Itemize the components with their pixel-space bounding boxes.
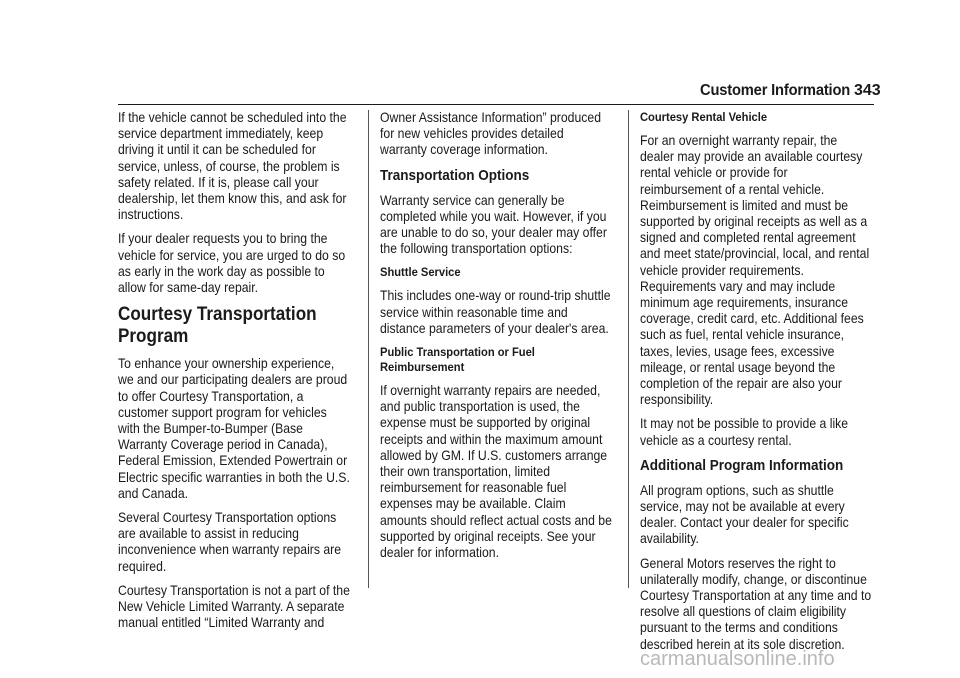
header-divider (118, 104, 874, 105)
paragraph: For an overnight warranty repair, the dealer may provide an available courtesy rental vehicle or provide for reimbursement of a rental vehicle. Reimbursement is limited and must be supported by original receipts as well as a signed and completed rental agreement and meet state/provincial, local, and rental vehicle provider requirements. Requirements vary and may include minimum age requirements, insurance coverage, credit card, etc. Additional fees such as fuel, rental vehicle insurance, taxes, levies, usage fees, excessive mileage, or rental usage beyond the completion of the repair are also your responsibility. (640, 133, 870, 408)
subsection-heading: Transportation Options (380, 166, 530, 184)
section-title: Customer Information (700, 82, 851, 99)
paragraph: Owner Assistance Information” produced for new vehicles provides detailed warranty coverage information. (380, 110, 602, 158)
paragraph: It may not be possible to provide a like vehicle as a courtesy rental. (640, 416, 849, 448)
paragraph: If overnight warranty repairs are needed, and public transportation is used, the expense must be supported by original receipts and within the maximum amount allowed by GM. If U.S. customers arrange their own transportation, limited reimbursement for reasonable fuel expenses may be available. Claim amounts should reflect actual costs and be supported by original receipts. See your dealer for information. (380, 383, 612, 561)
column-divider (628, 110, 629, 588)
paragraph: If the vehicle cannot be scheduled into the service department immediately, keep driving it until it can be scheduled for service, unless, of course, the problem is safety related. If it is, please call your dealership, let them know this, and ask for instructions. (118, 110, 347, 223)
paragraph: To enhance your ownership experience, we and our participating dealers are proud to offer Courtesy Transportation, a customer support program for vehicles with the Bumper-to-Bumper (Base Warranty Coverage period in Canada), Federal Emission, Extended Powertrain or Electric specific warranties in both the U.S. and Canada. (118, 356, 350, 501)
section-heading: Courtesy Transportation Program (118, 304, 317, 348)
watermark-text: carmanualsonline.info (640, 648, 835, 670)
column-3 (640, 110, 872, 661)
paragraph: Several Courtesy Transportation options are available to assist in reducing inconvenience when warranty repairs are required. (118, 510, 342, 574)
paragraph: This includes one-way or round-trip shuttle service within reasonable time and distance parameters of your dealer's area. (380, 288, 611, 336)
page-number: 343 (854, 82, 881, 99)
paragraph: Warranty service can generally be completed while you wait. However, if you are unable to do so, your dealer may offer the following transportation options: (380, 192, 607, 257)
paragraph: Courtesy Transportation is not a part of the New Vehicle Limited Warranty. A separate manual entitled “Limited Warranty and (118, 582, 350, 631)
paragraph: If your dealer requests you to bring the vehicle for service, you are urged to do so as early in the work day as possible to allow for same-day repair. (118, 231, 346, 296)
column-1 (118, 110, 350, 639)
column-divider (368, 110, 369, 588)
subsection-heading: Additional Program Information (640, 456, 844, 474)
minor-heading: Courtesy Rental Vehicle (640, 110, 768, 124)
minor-heading: Shuttle Service (380, 265, 461, 280)
column-2 (380, 110, 612, 569)
minor-heading: Public Transportation or Fuel Reimbursement (380, 345, 535, 375)
paragraph: General Motors reserves the right to unilaterally modify, change, or discontinue Courtesy Transportation at any time and to resolve all questions of claim eligibility pursuant to the terms and conditions described herein at its sole discretion. (640, 555, 872, 652)
page-header (0, 80, 960, 102)
paragraph: All program options, such as shuttle service, may not be available at every dealer. Contact your dealer for specific availability. (640, 482, 849, 547)
